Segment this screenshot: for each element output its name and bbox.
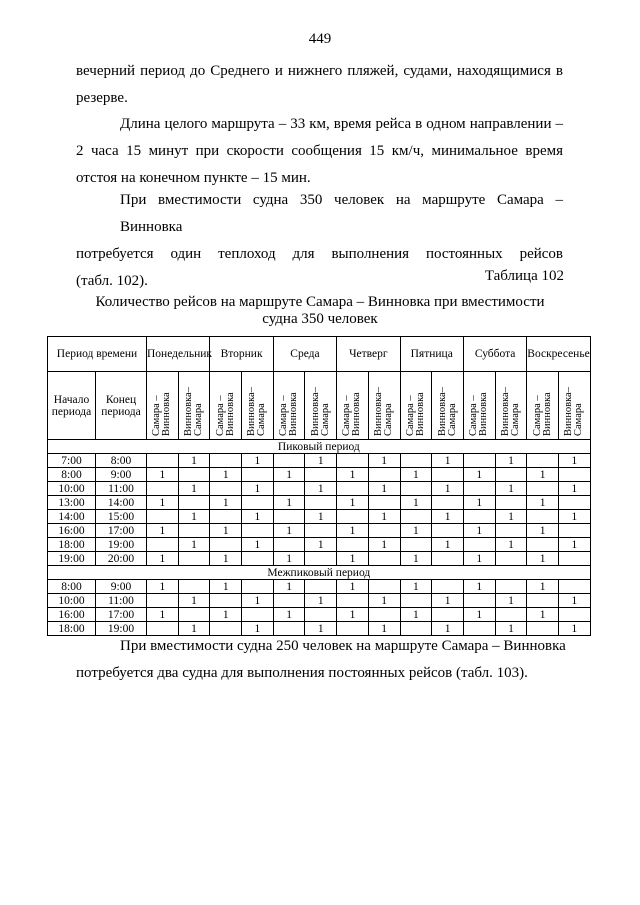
trip-count-cell	[432, 580, 464, 594]
trip-count-cell	[242, 552, 274, 566]
page-number: 449	[308, 31, 332, 47]
table-row	[48, 552, 591, 566]
trip-count-cell	[558, 496, 590, 510]
end-time: 9:00	[96, 468, 147, 482]
trip-count-cell	[210, 510, 242, 524]
trip-count-cell: 1	[400, 524, 432, 538]
trip-count-cell	[432, 552, 464, 566]
end-header: Конец периода	[96, 372, 147, 440]
trip-count-cell: 1	[527, 524, 559, 538]
start-time: 18:00	[48, 622, 96, 636]
paragraph-4	[76, 633, 566, 687]
table-row	[48, 524, 591, 538]
trip-count-cell	[305, 608, 337, 622]
trip-count-cell: 1	[337, 496, 369, 510]
trip-count-cell	[495, 580, 527, 594]
trip-count-cell: 1	[558, 622, 590, 636]
trip-count-cell	[432, 496, 464, 510]
trip-count-cell: 1	[558, 538, 590, 552]
trip-count-cell	[178, 496, 210, 510]
trip-count-cell: 1	[495, 538, 527, 552]
trip-count-cell: 1	[337, 552, 369, 566]
paragraph-2	[76, 111, 563, 192]
trip-count-cell	[495, 552, 527, 566]
trip-count-cell	[400, 538, 432, 552]
trip-count-cell	[210, 538, 242, 552]
text-line: резерве.	[76, 90, 128, 106]
text-line: вечерний период до Среднего и нижнего пляжей, судами, находящимися в	[76, 63, 563, 79]
text-line: потребуется один теплоход для выполнения постоянных рейсов	[76, 246, 563, 262]
trip-count-cell	[305, 468, 337, 482]
table-label: Таблица 102	[484, 268, 564, 284]
trip-count-cell: 1	[147, 468, 179, 482]
trip-count-cell: 1	[210, 468, 242, 482]
trip-count-cell	[273, 594, 305, 608]
text-line: 2 часа 15 минут при скорости сообщения 15 км/ч, минимальное время	[76, 143, 563, 159]
table-row	[48, 468, 591, 482]
trip-count-cell: 1	[495, 454, 527, 468]
trip-count-cell: 1	[178, 622, 210, 636]
table-row	[48, 580, 591, 594]
trip-count-cell	[527, 482, 559, 496]
trip-count-cell	[147, 538, 179, 552]
trip-count-cell	[463, 538, 495, 552]
start-time: 14:00	[48, 510, 96, 524]
table-row	[48, 538, 591, 552]
day-header: Воскресенье	[527, 337, 590, 372]
direction-header	[495, 372, 527, 440]
direction-label: Самара – Винновка	[151, 392, 173, 436]
trip-count-cell: 1	[368, 454, 400, 468]
period-header: Период времени	[48, 337, 147, 372]
trip-count-cell: 1	[368, 538, 400, 552]
trip-count-cell: 1	[527, 496, 559, 510]
start-time: 8:00	[48, 468, 96, 482]
trip-count-cell	[242, 468, 274, 482]
trip-count-cell	[305, 524, 337, 538]
trip-count-cell	[147, 454, 179, 468]
direction-header	[463, 372, 495, 440]
header-row	[48, 372, 591, 440]
section-row	[48, 440, 591, 454]
direction-header	[210, 372, 242, 440]
direction-header	[527, 372, 559, 440]
trip-count-cell	[242, 580, 274, 594]
section-label: Межпиковый период	[48, 566, 591, 580]
trip-count-cell: 1	[210, 580, 242, 594]
trip-count-cell: 1	[463, 496, 495, 510]
trip-count-cell	[337, 538, 369, 552]
trip-count-cell	[337, 510, 369, 524]
trip-count-cell	[242, 608, 274, 622]
trip-count-cell	[368, 524, 400, 538]
trip-count-cell: 1	[463, 524, 495, 538]
trip-count-cell	[210, 594, 242, 608]
direction-label: Винновка– Самара	[183, 387, 205, 436]
trip-count-cell: 1	[273, 580, 305, 594]
direction-label: Винновка– Самара	[309, 387, 331, 436]
table-title-line: судна 350 человек	[262, 311, 378, 327]
direction-label: Винновка– Самара	[436, 387, 458, 436]
trip-count-cell	[305, 552, 337, 566]
trip-count-cell: 1	[337, 468, 369, 482]
direction-header	[432, 372, 464, 440]
table-row	[48, 454, 591, 468]
trip-count-cell: 1	[147, 496, 179, 510]
end-time: 8:00	[96, 454, 147, 468]
trip-count-cell: 1	[178, 482, 210, 496]
direction-header	[147, 372, 179, 440]
trip-count-cell: 1	[495, 622, 527, 636]
trip-count-cell	[178, 580, 210, 594]
trip-count-cell: 1	[400, 580, 432, 594]
table-row	[48, 608, 591, 622]
trip-count-cell	[368, 552, 400, 566]
start-time: 16:00	[48, 608, 96, 622]
trip-count-cell: 1	[432, 622, 464, 636]
trip-count-cell	[527, 454, 559, 468]
trip-count-cell: 1	[463, 608, 495, 622]
trip-count-cell	[178, 524, 210, 538]
direction-header	[273, 372, 305, 440]
trip-count-cell: 1	[178, 594, 210, 608]
trip-count-cell: 1	[273, 608, 305, 622]
trip-count-cell: 1	[305, 594, 337, 608]
trip-count-cell	[495, 468, 527, 482]
trip-count-cell: 1	[178, 510, 210, 524]
direction-label: Самара – Винновка	[214, 392, 236, 436]
trip-count-cell	[558, 580, 590, 594]
start-header: Начало периода	[48, 372, 96, 440]
trip-count-cell	[337, 454, 369, 468]
trip-count-cell: 1	[527, 580, 559, 594]
trip-count-cell	[368, 496, 400, 510]
trip-count-cell	[463, 594, 495, 608]
direction-header	[400, 372, 432, 440]
trip-count-cell	[400, 510, 432, 524]
trip-count-cell	[527, 594, 559, 608]
end-time: 11:00	[96, 594, 147, 608]
trip-count-cell: 1	[242, 454, 274, 468]
table-row	[48, 510, 591, 524]
trip-count-cell	[305, 580, 337, 594]
trip-count-cell: 1	[305, 510, 337, 524]
text-line: (табл. 102).	[76, 273, 148, 289]
trip-count-cell	[242, 524, 274, 538]
trip-count-cell: 1	[337, 524, 369, 538]
trip-count-cell	[400, 482, 432, 496]
trip-count-cell	[527, 510, 559, 524]
trip-count-cell	[558, 468, 590, 482]
trip-count-cell: 1	[368, 482, 400, 496]
trip-count-cell	[495, 608, 527, 622]
trip-count-cell: 1	[527, 608, 559, 622]
direction-label: Самара – Винновка	[468, 392, 490, 436]
trip-count-cell: 1	[558, 510, 590, 524]
trip-count-cell: 1	[337, 580, 369, 594]
start-time: 13:00	[48, 496, 96, 510]
start-time: 8:00	[48, 580, 96, 594]
trip-count-cell: 1	[210, 608, 242, 622]
start-time: 18:00	[48, 538, 96, 552]
direction-header	[558, 372, 590, 440]
section-row	[48, 566, 591, 580]
trip-count-cell: 1	[463, 552, 495, 566]
trip-count-cell: 1	[305, 538, 337, 552]
trip-count-cell: 1	[178, 538, 210, 552]
trip-count-cell: 1	[210, 552, 242, 566]
trip-count-cell: 1	[147, 524, 179, 538]
day-header: Понедельник	[147, 337, 210, 372]
trip-count-cell: 1	[432, 538, 464, 552]
trip-count-cell	[463, 482, 495, 496]
day-header: Суббота	[463, 337, 526, 372]
day-header: Четверг	[337, 337, 400, 372]
trip-count-cell	[368, 608, 400, 622]
trip-count-cell	[432, 524, 464, 538]
trip-count-cell: 1	[368, 594, 400, 608]
trip-count-cell: 1	[337, 608, 369, 622]
trip-count-cell	[558, 552, 590, 566]
direction-header	[337, 372, 369, 440]
trip-count-cell	[527, 538, 559, 552]
trip-count-cell	[495, 524, 527, 538]
trip-count-cell: 1	[273, 468, 305, 482]
trip-count-cell	[337, 594, 369, 608]
trip-count-cell	[400, 594, 432, 608]
trip-count-cell: 1	[305, 454, 337, 468]
direction-header	[368, 372, 400, 440]
trip-count-cell	[210, 454, 242, 468]
trip-count-cell	[432, 608, 464, 622]
trip-count-cell	[432, 468, 464, 482]
trip-count-cell: 1	[305, 482, 337, 496]
trip-count-cell: 1	[558, 594, 590, 608]
trip-count-cell	[273, 510, 305, 524]
table-title	[60, 294, 580, 328]
trip-count-cell: 1	[400, 496, 432, 510]
trip-count-cell: 1	[368, 622, 400, 636]
trip-count-cell: 1	[242, 622, 274, 636]
trip-count-cell: 1	[242, 482, 274, 496]
text-line: При вместимости судна 250 человек на маршруте Самара – Винновка	[120, 638, 566, 654]
direction-label: Самара – Винновка	[278, 392, 300, 436]
direction-header	[242, 372, 274, 440]
trip-count-cell: 1	[558, 482, 590, 496]
trip-count-cell	[463, 510, 495, 524]
table-title-line: Количество рейсов на маршруте Самара – Винновка при вместимости	[95, 294, 545, 310]
trip-count-cell: 1	[463, 468, 495, 482]
trip-count-cell: 1	[432, 510, 464, 524]
trip-count-cell: 1	[400, 552, 432, 566]
trip-count-cell	[273, 538, 305, 552]
trip-count-cell	[273, 454, 305, 468]
table-row	[48, 482, 591, 496]
direction-header	[305, 372, 337, 440]
end-time: 9:00	[96, 580, 147, 594]
day-header: Вторник	[210, 337, 273, 372]
trip-count-cell: 1	[495, 594, 527, 608]
end-time: 17:00	[96, 608, 147, 622]
trip-count-cell	[337, 482, 369, 496]
direction-header	[178, 372, 210, 440]
end-time: 20:00	[96, 552, 147, 566]
trip-count-cell: 1	[495, 482, 527, 496]
trip-count-cell: 1	[210, 496, 242, 510]
direction-label: Винновка– Самара	[246, 387, 268, 436]
trip-count-cell	[147, 482, 179, 496]
end-time: 19:00	[96, 538, 147, 552]
trip-count-cell: 1	[400, 608, 432, 622]
trip-count-cell: 1	[305, 622, 337, 636]
trip-count-cell: 1	[273, 524, 305, 538]
text-line: Длина целого маршрута – 33 км, время рейса в одном направлении –	[120, 116, 563, 132]
end-time: 11:00	[96, 482, 147, 496]
trip-count-cell: 1	[400, 468, 432, 482]
trip-count-cell: 1	[432, 482, 464, 496]
trip-count-cell: 1	[147, 580, 179, 594]
trip-count-cell: 1	[432, 454, 464, 468]
direction-label: Самара – Винновка	[531, 392, 553, 436]
trip-count-cell	[178, 468, 210, 482]
start-time: 16:00	[48, 524, 96, 538]
trip-count-cell: 1	[242, 510, 274, 524]
start-time: 7:00	[48, 454, 96, 468]
trip-count-cell	[242, 496, 274, 510]
trip-count-cell: 1	[527, 552, 559, 566]
direction-label: Самара – Винновка	[341, 392, 363, 436]
start-time: 19:00	[48, 552, 96, 566]
trip-count-cell	[400, 454, 432, 468]
trip-count-cell: 1	[558, 454, 590, 468]
trip-count-cell: 1	[273, 496, 305, 510]
trip-count-cell	[178, 552, 210, 566]
trip-count-cell: 1	[432, 594, 464, 608]
trip-count-cell	[558, 524, 590, 538]
trip-count-cell	[210, 482, 242, 496]
direction-label: Самара – Винновка	[404, 392, 426, 436]
start-time: 10:00	[48, 482, 96, 496]
trip-count-cell	[305, 496, 337, 510]
trip-count-cell	[463, 454, 495, 468]
trip-count-cell	[495, 496, 527, 510]
end-time: 19:00	[96, 622, 147, 636]
start-time: 10:00	[48, 594, 96, 608]
trip-count-cell	[368, 580, 400, 594]
paragraph-1	[76, 58, 563, 112]
trip-count-cell: 1	[242, 594, 274, 608]
section-label: Пиковый период	[48, 440, 591, 454]
trip-count-cell: 1	[178, 454, 210, 468]
trip-count-cell	[178, 608, 210, 622]
trip-count-cell: 1	[527, 468, 559, 482]
table-row	[48, 496, 591, 510]
trip-count-cell: 1	[463, 580, 495, 594]
trip-count-cell	[147, 594, 179, 608]
text-line: отстоя на конечном пункте – 15 мин.	[76, 170, 311, 186]
direction-label: Винновка– Самара	[373, 387, 395, 436]
trips-table	[47, 336, 591, 636]
end-time: 15:00	[96, 510, 147, 524]
trip-count-cell: 1	[147, 552, 179, 566]
trip-count-cell	[147, 510, 179, 524]
trip-count-cell	[368, 468, 400, 482]
text-line: потребуется два судна для выполнения постоянных рейсов (табл. 103).	[76, 665, 528, 681]
trip-count-cell: 1	[368, 510, 400, 524]
day-header: Пятница	[400, 337, 463, 372]
trip-count-cell: 1	[273, 552, 305, 566]
trip-count-cell: 1	[495, 510, 527, 524]
end-time: 17:00	[96, 524, 147, 538]
direction-label: Винновка– Самара	[499, 387, 521, 436]
direction-label: Винновка– Самара	[563, 387, 585, 436]
trip-count-cell	[273, 482, 305, 496]
day-header: Среда	[273, 337, 336, 372]
trip-count-cell: 1	[147, 608, 179, 622]
trip-count-cell	[558, 608, 590, 622]
table-row	[48, 594, 591, 608]
header-row	[48, 337, 591, 372]
trip-count-cell: 1	[210, 524, 242, 538]
text-line: При вместимости судна 350 человек на маршруте Самара – Винновка	[120, 192, 563, 235]
trip-count-cell: 1	[242, 538, 274, 552]
end-time: 14:00	[96, 496, 147, 510]
